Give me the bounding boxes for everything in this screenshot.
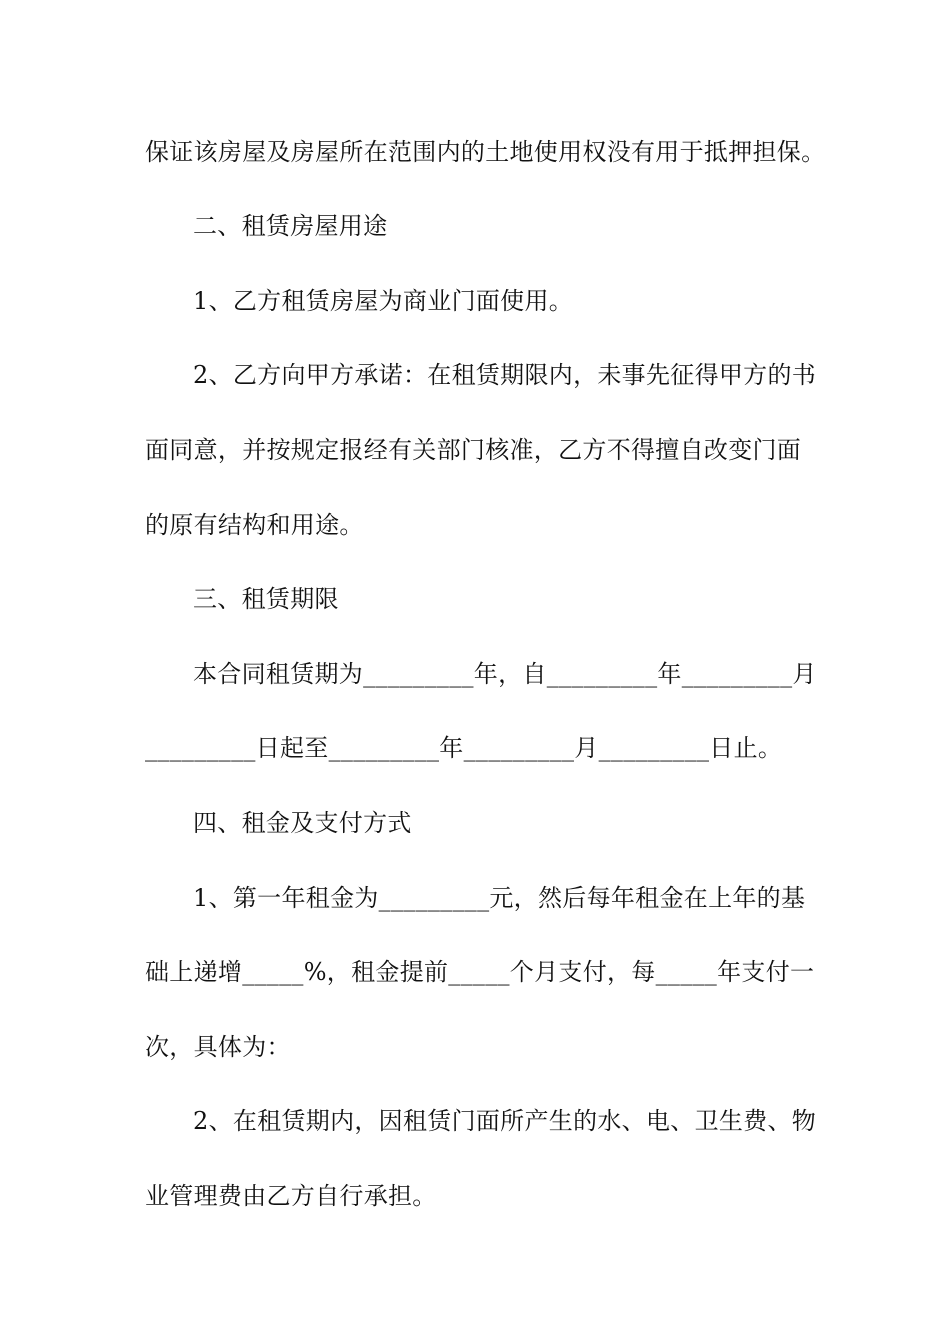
paragraph-line: 本合同租赁期为_________年，自_________年_________月 <box>193 660 817 688</box>
paragraph-line: _________日起至_________年_________月_________日止。 <box>145 734 783 762</box>
paragraph-line: 的原有结构和用途。 <box>145 511 364 539</box>
paragraph-line: 2、在租赁期内，因租赁门面所产生的水、电、卫生费、物 <box>193 1107 817 1135</box>
paragraph-line: 2、乙方向甲方承诺：在租赁期限内，未事先征得甲方的书 <box>193 361 817 389</box>
section-heading-usage: 二、租赁房屋用途 <box>193 212 388 240</box>
paragraph-line: 1、第一年租金为_________元，然后每年租金在上年的基 <box>193 884 806 912</box>
paragraph-line: 业管理费由乙方自行承担。 <box>145 1182 437 1210</box>
paragraph-line: 础上递增_____%，租金提前_____个月支付，每_____年支付一 <box>145 958 815 986</box>
paragraph-line: 面同意，并按规定报经有关部门核准，乙方不得擅自改变门面 <box>145 436 802 464</box>
section-heading-rent: 四、租金及支付方式 <box>193 809 412 837</box>
section-heading-term: 三、租赁期限 <box>193 585 339 613</box>
paragraph-line: 1、乙方租赁房屋为商业门面使用。 <box>193 287 574 315</box>
paragraph-line: 次，具体为： <box>145 1033 291 1061</box>
paragraph-line: 保证该房屋及房屋所在范围内的土地使用权没有用于抵押担保。 <box>145 138 826 166</box>
